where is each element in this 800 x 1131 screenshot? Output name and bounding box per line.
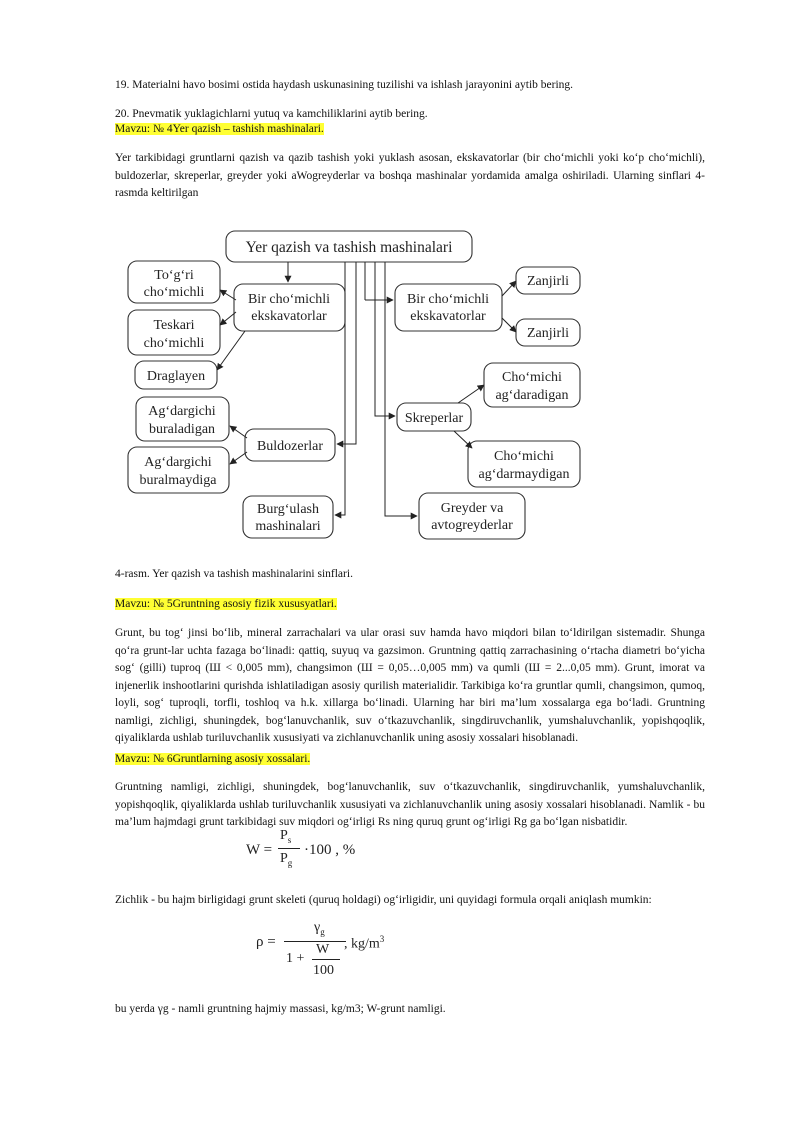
chomichi-2-label-2: ag‘darmaydigan [478, 467, 570, 482]
formula1-lhs: W = [246, 842, 273, 858]
topic-6-paragraph: Gruntning namligi, zichligi, shuningdek, bog‘lanuvchanlik, suv o‘tkazuvchanlik, singdiruvchanlik, yumshaluvchanlik, yopishqoqlik, qiyaliklarda ushlab turiluvchanlik xususiyati va zichlanuvchanlik uning asosiy xossalari hisoblanadi. Namlik - bu ma’lum hajmdagi grunt tarkibidagi suv miqdori og‘irligi Rs ning quruq grunt og‘irligi Rg ga bo‘lgan nisbatidir. [115, 781, 705, 828]
formula1-num-sub: s [287, 834, 292, 845]
formula2-unit: , kg/m [344, 936, 380, 952]
classification-diagram [0, 0, 800, 560]
zanjirli-1-label: Zanjirli [527, 274, 569, 289]
formula2-den-frac-den: 100 [313, 963, 334, 978]
formula2-den-frac-num: W [316, 942, 330, 957]
greyder-label-2: avtogreyderlar [431, 518, 513, 533]
formula2-num: γ [314, 920, 321, 935]
footer-text: bu yerda γg - namli gruntning hajmiy massasi, kg/m3; W-grunt namligi. [115, 1003, 446, 1015]
bir-left-label-1: Bir cho‘michli [247, 292, 331, 307]
density-formula [256, 920, 406, 984]
bir-right-label-1: Bir cho‘michli [406, 292, 490, 307]
agd-burm-label-2: buralmaydiga [139, 473, 217, 488]
formula1-rhs: ·100 , % [304, 842, 356, 858]
bir-right-label-2: ekskavatorlar [410, 309, 486, 324]
burgulash-label-1: Burg‘ulash [257, 502, 319, 517]
skreper-label: Skreperlar [404, 411, 464, 426]
topic-5-heading: Mavzu: № 5Gruntning asosiy fizik xususyatlari. [115, 598, 337, 610]
formula1-bar [278, 848, 300, 849]
formula2-bar [284, 941, 346, 942]
bir-left-label-2: ekskavatorlar [251, 309, 327, 324]
togri-label-1: To‘g‘ri [154, 268, 194, 283]
teskari-label-2: cho‘michli [143, 336, 205, 351]
moisture-formula [246, 828, 386, 874]
buldozer-label: Buldozerlar [256, 439, 324, 454]
draglayen-label: Draglayen [146, 369, 206, 384]
agd-burm-label-1: Ag‘dargichi [144, 455, 212, 470]
root-label: Yer qazish va tashish mashinalari [245, 239, 453, 256]
topic-6-heading: Mavzu: № 6Gruntlarning asosiy xossalari. [115, 753, 311, 765]
question-20: 20. Pnevmatik yuklagichlarni yutuq va kamchiliklarini aytib bering. [115, 108, 428, 120]
formula2-den-one: 1 + [286, 951, 305, 966]
topic-4-paragraph: Yer tarkibidagi gruntlarni qazish va qazib tashish yoki yuklash asosan, ekskavatorlar (bir cho‘michli yoki ko‘p cho‘michli), buldozerlar, skreperlar, greyder yoki aWogreyderlar va boshqa mashinalar yordamida amalga oshiriladi. Ularning sinflari 4-rasmda keltirilgan [115, 152, 705, 199]
chomichi-1-label-1: Cho‘michi [502, 370, 562, 385]
formula2-den-frac-bar [312, 959, 340, 960]
teskari-label-1: Teskari [153, 318, 195, 333]
formula1-den-sub: g [287, 857, 293, 868]
chomichi-1-label-2: ag‘daradigan [495, 388, 569, 403]
formula1-den: P [280, 851, 288, 866]
greyder-label-1: Greyder va [440, 501, 504, 516]
density-text: Zichlik - bu hajm birligidagi grunt skeleti (quruq holdagi) og‘irligidir, uni quyidagi formula orqali aniqlash mumkin: [115, 894, 652, 906]
agd-bur-label-2: buraladigan [148, 422, 216, 437]
formula2-unit-sup: 3 [379, 934, 385, 944]
formula2-lhs: ρ = [256, 934, 276, 950]
chomichi-2-label-1: Cho‘michi [494, 449, 554, 464]
question-19: 19. Materialni havo bosimi ostida haydash uskunasining tuzilishi va ishlash jarayonini aytib bering. [115, 79, 574, 91]
burgulash-label-2: mashinalari [255, 519, 321, 534]
formula1-num: P [280, 828, 288, 843]
zanjirli-2-label: Zanjirli [527, 326, 569, 341]
figure-caption: 4-rasm. Yer qazish va tashish mashinalarini sinflari. [115, 568, 353, 580]
togri-label-2: cho‘michli [143, 285, 205, 300]
topic-4-heading: Mavzu: № 4Yer qazish – tashish mashinalari. [115, 123, 324, 135]
agd-bur-label-1: Ag‘dargichi [148, 404, 216, 419]
topic-5-paragraph: Grunt, bu tog‘ jinsi bo‘lib, mineral zarrachalari va ular orasi suv hamda havo miqdori bilan to‘ldirilgan sistemadir. Shunga qo‘ra grunt-lar uchta fazaga bo‘linadi: qattiq, suyuq va gazsimon. Gruntning qattiq zarrachasining o‘rtacha diametri bo‘yicha sog‘ (gilli) tuproq (Ш < 0,005 mm), changsimon (Ш = 0,05…0,005 mm) va qumli (Ш = 2...0,05 mm). Grunt, imorat va injenerlik inshootlarini qurishda ishlatiladigan asosiy qurilish materialidir. Tarkibiga ko‘ra gruntlar qumli, changsimon, qumoq, loyli, sog‘ tuproqli, torfli, toshloq va h.k. xillarga bo‘linadi. Ularning har biri ma’lum xossalarga ega bo‘ladi. Gruntning namligi, zichligi, shuningdek, bog‘lanuvchanlik, suv o‘tkazuvchanlik, singdiruvchanlik, yumshaluvchanlik, yopishqoqlik, qiyaliklarda ushlab turiluvchanlik xususiyati va zichlanuvchanlik uning asosiy xossalari hisoblanadi. [115, 627, 705, 744]
formula2-num-sub: g [320, 926, 325, 937]
